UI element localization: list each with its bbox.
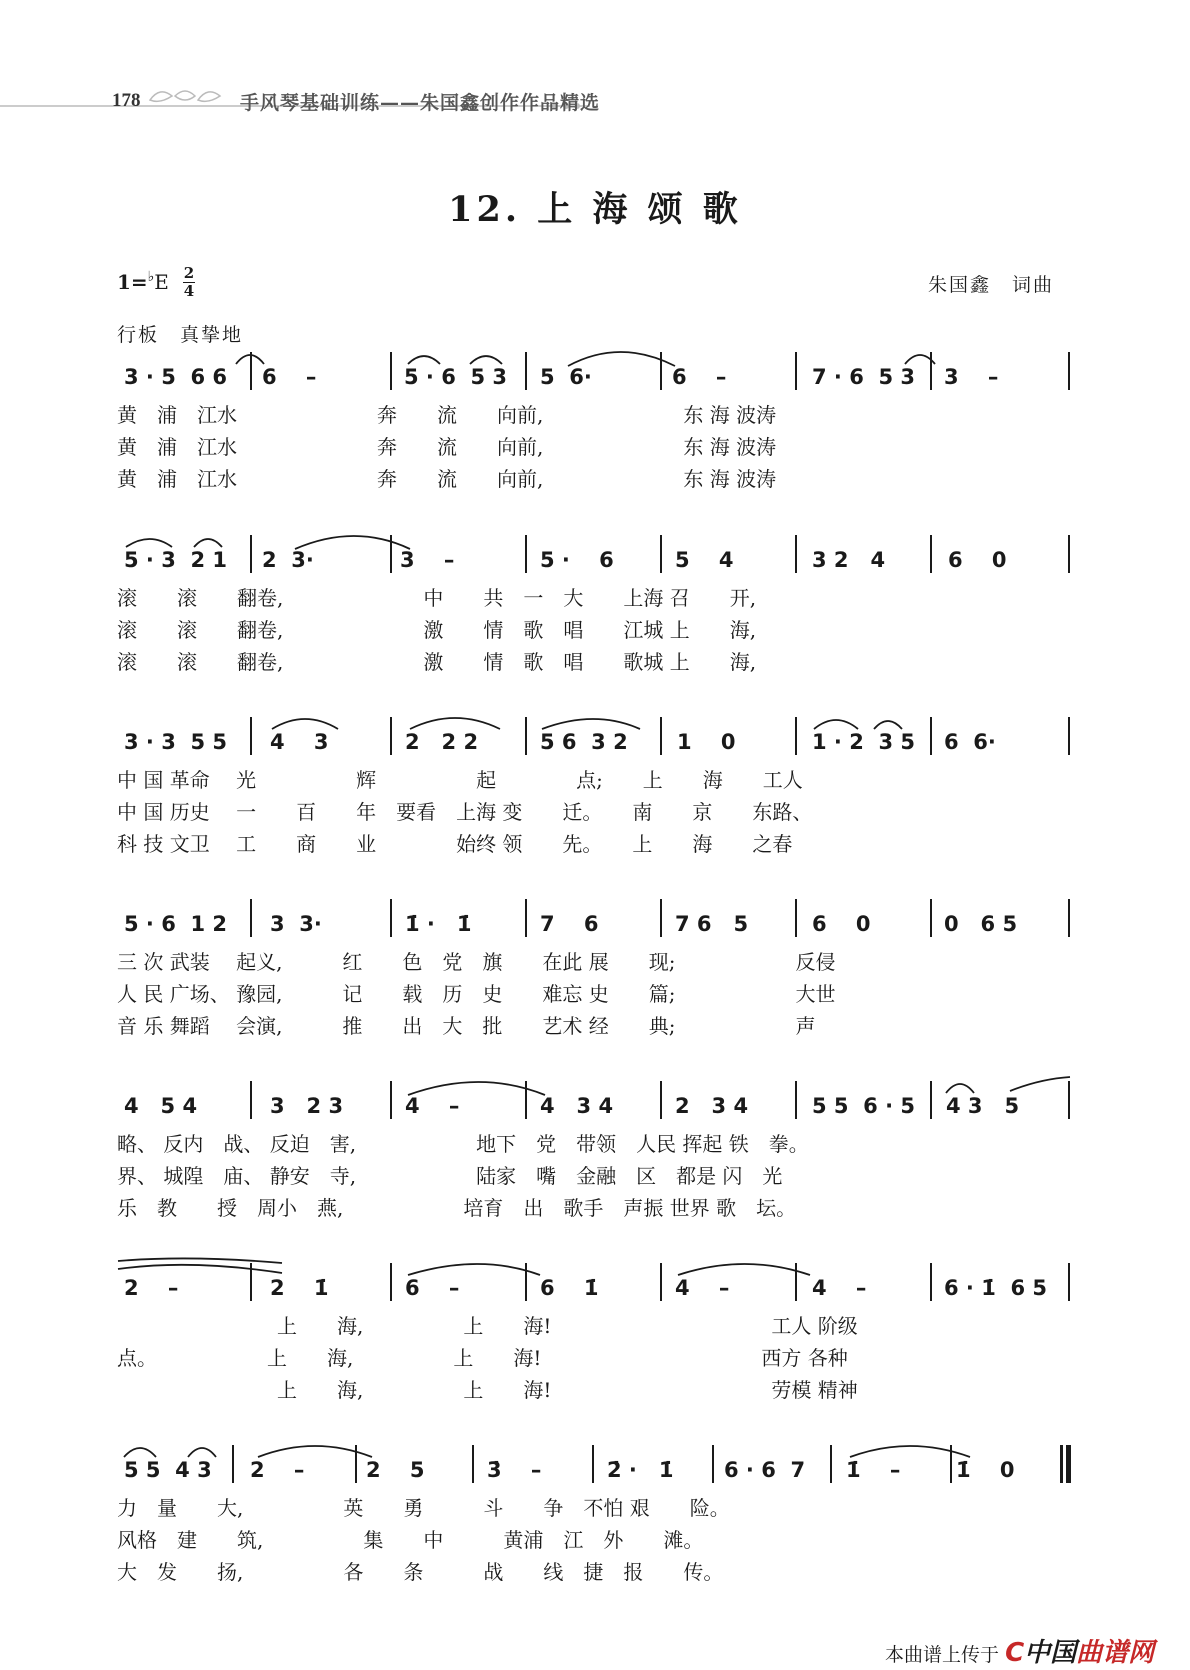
note-group: 2̇ · 1̇ — [607, 1458, 674, 1482]
note-group: 7 · 6 5 3 — [812, 365, 915, 389]
time-signature — [183, 266, 195, 299]
lyric-line-3: 乐 教 授 周小 燕, 培育 出 歌手 声振 世界 歌 坛。 — [117, 1196, 797, 1220]
tempo-marking: 行板 真挚地 — [117, 324, 244, 346]
note-group: 5 5 4 3 — [124, 1458, 212, 1482]
note-group: 2 3· — [262, 548, 314, 572]
note-group: 3 3· — [270, 912, 322, 936]
score-row-7 — [0, 1445, 1190, 1620]
note-group: 6 · 6 7 — [724, 1458, 806, 1482]
note-group: 6 – — [262, 365, 317, 389]
lyric-line-3: 科 技 文卫 工 商 业 始终 领 先。 上 海 之春 — [117, 832, 793, 856]
note-group: 3̇ – — [487, 1458, 542, 1482]
score-row-6 — [0, 1263, 1190, 1438]
lyric-line-1: 力 量 大, 英 勇 斗 争 不怕 艰 险。 — [117, 1496, 730, 1520]
site-logo[interactable] — [1005, 1638, 1154, 1668]
upload-watermark — [885, 1632, 1154, 1669]
note-group: 4 5 4 — [124, 1094, 198, 1118]
note-group: 7 6 — [540, 912, 599, 936]
lyric-line-1: 滚 滚 翻卷, 中 共 一 大 上海 召 开, — [117, 586, 757, 610]
note-group: 2 3 4 — [675, 1094, 749, 1118]
lyric-line-2: 风格 建 筑, 集 中 黄浦 江 外 滩。 — [117, 1528, 704, 1552]
note-group: 5 5 6 · 5 — [812, 1094, 915, 1118]
note-group: 2 1̇ — [270, 1276, 329, 1300]
lyric-line-2: 滚 滚 翻卷, 激 情 歌 唱 江城 上 海, — [117, 618, 757, 642]
note-group: 4 3 4 — [540, 1094, 614, 1118]
lyric-line-2: 中 国 历史 一 百 年 要看 上海 变 迁。 南 京 东路、 — [117, 800, 813, 824]
note-group: 5 · 6 5 3 — [404, 365, 507, 389]
key-signature — [117, 269, 169, 294]
note-group: 5 6 3 2 — [540, 730, 628, 754]
note-group: 6 0 — [812, 912, 871, 936]
lyric-line-1: 略、 反内 战、 反迫 害, 地下 党 带领 人民 挥起 铁 拳。 — [117, 1132, 809, 1156]
score-row-3 — [0, 717, 1190, 892]
lyric-line-2: 黄 浦 江水 奔 流 向前, 东 海 波涛 — [117, 435, 777, 459]
score-row-5 — [0, 1081, 1190, 1256]
note-group: 3 2 3 — [270, 1094, 344, 1118]
meter-bottom: 4 — [183, 282, 195, 300]
logo-text: 中国 — [1024, 1638, 1077, 1668]
note-group: 3 2 4 — [812, 548, 886, 572]
note-group: 1̇ – — [846, 1458, 901, 1482]
note-group: 3 · 5 6 6 — [124, 365, 227, 389]
note-group: 5 · 3 2 1 — [124, 548, 227, 572]
lyric-line-1: 中 国 革命 光 辉 起 点; 上 海 工人 — [117, 768, 803, 792]
lyric-line-2: 人 民 广场、 豫园, 记 载 历 史 难忘 史 篇; 大世 — [117, 982, 836, 1006]
lyric-line-2: 点。 上 海, 上 海! 西方 各种 — [117, 1346, 848, 1370]
book-title: 手风琴基础训练——朱国鑫创作作品精选 — [240, 92, 601, 114]
lyric-line-3: 上 海, 上 海! 劳模 精神 — [117, 1378, 858, 1402]
logo-mark: C — [1005, 1638, 1025, 1668]
score-row-4 — [0, 899, 1190, 1074]
note-group: 6 – — [405, 1276, 460, 1300]
note-group: 2 2 2 — [405, 730, 479, 754]
key-prefix: 1= — [117, 270, 148, 294]
note-group: 2 5 — [366, 1458, 425, 1482]
note-group: 1 0 — [677, 730, 736, 754]
note-group: 4 – — [812, 1276, 867, 1300]
note-group: 0 6 5 — [944, 912, 1018, 936]
lyric-line-3: 大 发 扬, 各 条 战 线 捷 报 传。 — [117, 1560, 724, 1584]
lyric-line-3: 黄 浦 江水 奔 流 向前, 东 海 波涛 — [117, 467, 777, 491]
note-group: 6 1̇ — [540, 1276, 599, 1300]
flat-sign: ♭ — [147, 269, 155, 285]
note-group: 4 – — [405, 1094, 460, 1118]
lyric-line-1: 黄 浦 江水 奔 流 向前, 东 海 波涛 — [117, 403, 777, 427]
lyric-line-3: 滚 滚 翻卷, 激 情 歌 唱 歌城 上 海, — [117, 650, 757, 674]
lyric-line-2: 界、 城隍 庙、 静安 寺, 陆家 嘴 金融 区 都是 闪 光 — [117, 1164, 783, 1188]
note-group: 6 0 — [948, 548, 1007, 572]
score-row-1 — [0, 352, 1190, 527]
note-group: 4 – — [675, 1276, 730, 1300]
note-group: 2 – — [250, 1458, 305, 1482]
note-group: 4 3 — [270, 730, 329, 754]
upload-text: 本曲谱上传于 — [885, 1644, 1000, 1666]
note-group: 3 · 3 5 5 — [124, 730, 227, 754]
score-row-2 — [0, 535, 1190, 710]
meter-top: 2 — [183, 264, 195, 282]
note-group: 1̇ · 1̇ — [405, 912, 472, 936]
note-group: 1̇ 0 — [956, 1458, 1015, 1482]
note-group: 6 – — [672, 365, 727, 389]
note-group: 5 · 6 — [540, 548, 614, 572]
note-group: 1 · 2 3 5 — [812, 730, 915, 754]
note-group: 6 6· — [944, 730, 996, 754]
page-number: 178 — [112, 90, 141, 111]
note-group: 5 4 — [675, 548, 734, 572]
song-title: 12. 上 海 颂 歌 — [448, 189, 742, 230]
note-group: 4 3 5 — [946, 1094, 1020, 1118]
note-group: 3 – — [944, 365, 999, 389]
note-group: 2 – — [124, 1276, 179, 1300]
key-name: E — [154, 270, 169, 294]
note-group: 6 · 1̇ 6 5 — [944, 1276, 1047, 1300]
note-group: 5 6· — [540, 365, 592, 389]
lyric-line-3: 音 乐 舞蹈 会演, 推 出 大 批 艺术 经 典; 声 — [117, 1014, 816, 1038]
lyric-line-1: 上 海, 上 海! 工人 阶级 — [117, 1314, 858, 1338]
note-group: 3 – — [400, 548, 455, 572]
lyric-line-1: 三 次 武装 起义, 红 色 党 旗 在此 展 现; 反侵 — [117, 950, 836, 974]
page-header — [0, 76, 640, 126]
note-group: 5 · 6 1 2 — [124, 912, 227, 936]
note-group: 7 6 5 — [675, 912, 749, 936]
composer-credit: 朱国鑫 词曲 — [928, 274, 1055, 296]
logo-brand: 曲谱网 — [1076, 1638, 1155, 1668]
